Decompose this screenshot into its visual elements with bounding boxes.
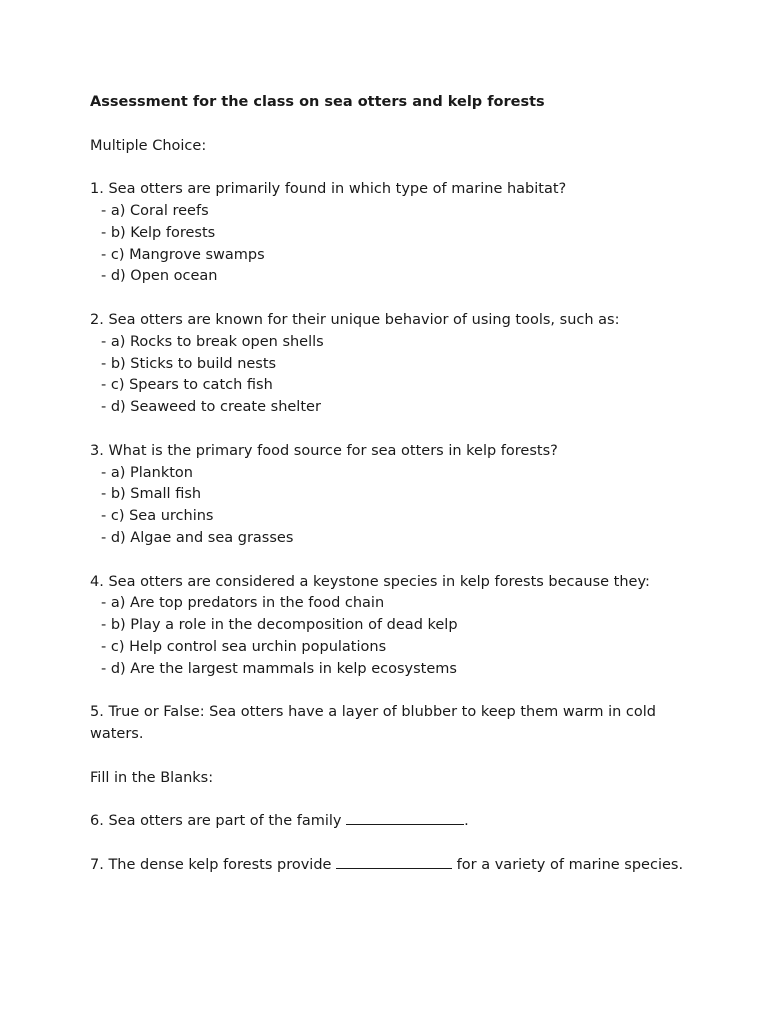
section-heading-multiple-choice: Multiple Choice: (90, 137, 207, 154)
spacer (90, 157, 690, 179)
spacer (90, 833, 690, 855)
question-2 (90, 310, 690, 419)
answer-blank (336, 855, 452, 869)
option-b: - b) Small fish (101, 486, 202, 503)
option-d: - d) Open ocean (101, 268, 218, 285)
spacer (90, 790, 690, 812)
spacer (90, 681, 690, 703)
spacer (90, 746, 690, 768)
option-b: - b) Kelp forests (101, 224, 216, 241)
question-text: 3. What is the primary food source for sea otters in kelp forests? (90, 442, 558, 459)
section-heading-fill-in-blanks: Fill in the Blanks: (90, 769, 214, 786)
option-c: - c) Help control sea urchin populations (101, 638, 387, 655)
option-b: - b) Sticks to build nests (101, 355, 277, 372)
spacer (90, 288, 690, 310)
question-text: 2. Sea otters are known for their unique behavior of using tools, such as: (90, 311, 620, 328)
question-3 (90, 441, 690, 550)
question-7 (90, 855, 690, 877)
spacer (90, 550, 690, 572)
question-7-text: 7. The dense kelp forests provide (90, 856, 337, 873)
question-4 (90, 572, 690, 681)
document-title: Assessment for the class on sea otters and kelp forests (90, 94, 545, 110)
option-a: - a) Plankton (101, 464, 193, 481)
question-7-end: for a variety of marine species. (452, 856, 684, 873)
answer-blank (346, 811, 464, 825)
option-d: - d) Are the largest mammals in kelp ecosystems (101, 660, 457, 677)
option-b: - b) Play a role in the decomposition of dead kelp (101, 617, 458, 634)
question-6 (90, 811, 690, 833)
question-text: 1. Sea otters are primarily found in which type of marine habitat? (90, 181, 567, 198)
spacer (90, 114, 690, 136)
question-text: 4. Sea otters are considered a keystone species in kelp forests because they: (90, 573, 650, 590)
question-5: 5. True or False: Sea otters have a layer of blubber to keep them warm in cold waters. (90, 704, 656, 743)
option-c: - c) Mangrove swamps (101, 246, 265, 263)
option-c: - c) Sea urchins (101, 508, 214, 525)
option-d: - d) Algae and sea grasses (101, 529, 294, 546)
option-a: - a) Rocks to break open shells (101, 333, 324, 350)
option-c: - c) Spears to catch fish (101, 377, 273, 394)
option-d: - d) Seaweed to create shelter (101, 399, 321, 416)
option-a: - a) Are top predators in the food chain (101, 595, 385, 612)
option-a: - a) Coral reefs (101, 202, 209, 219)
spacer (90, 419, 690, 441)
question-1 (90, 179, 690, 288)
question-6-text: 6. Sea otters are part of the family (90, 813, 347, 830)
question-6-end: . (464, 813, 469, 830)
document-page (90, 92, 690, 877)
